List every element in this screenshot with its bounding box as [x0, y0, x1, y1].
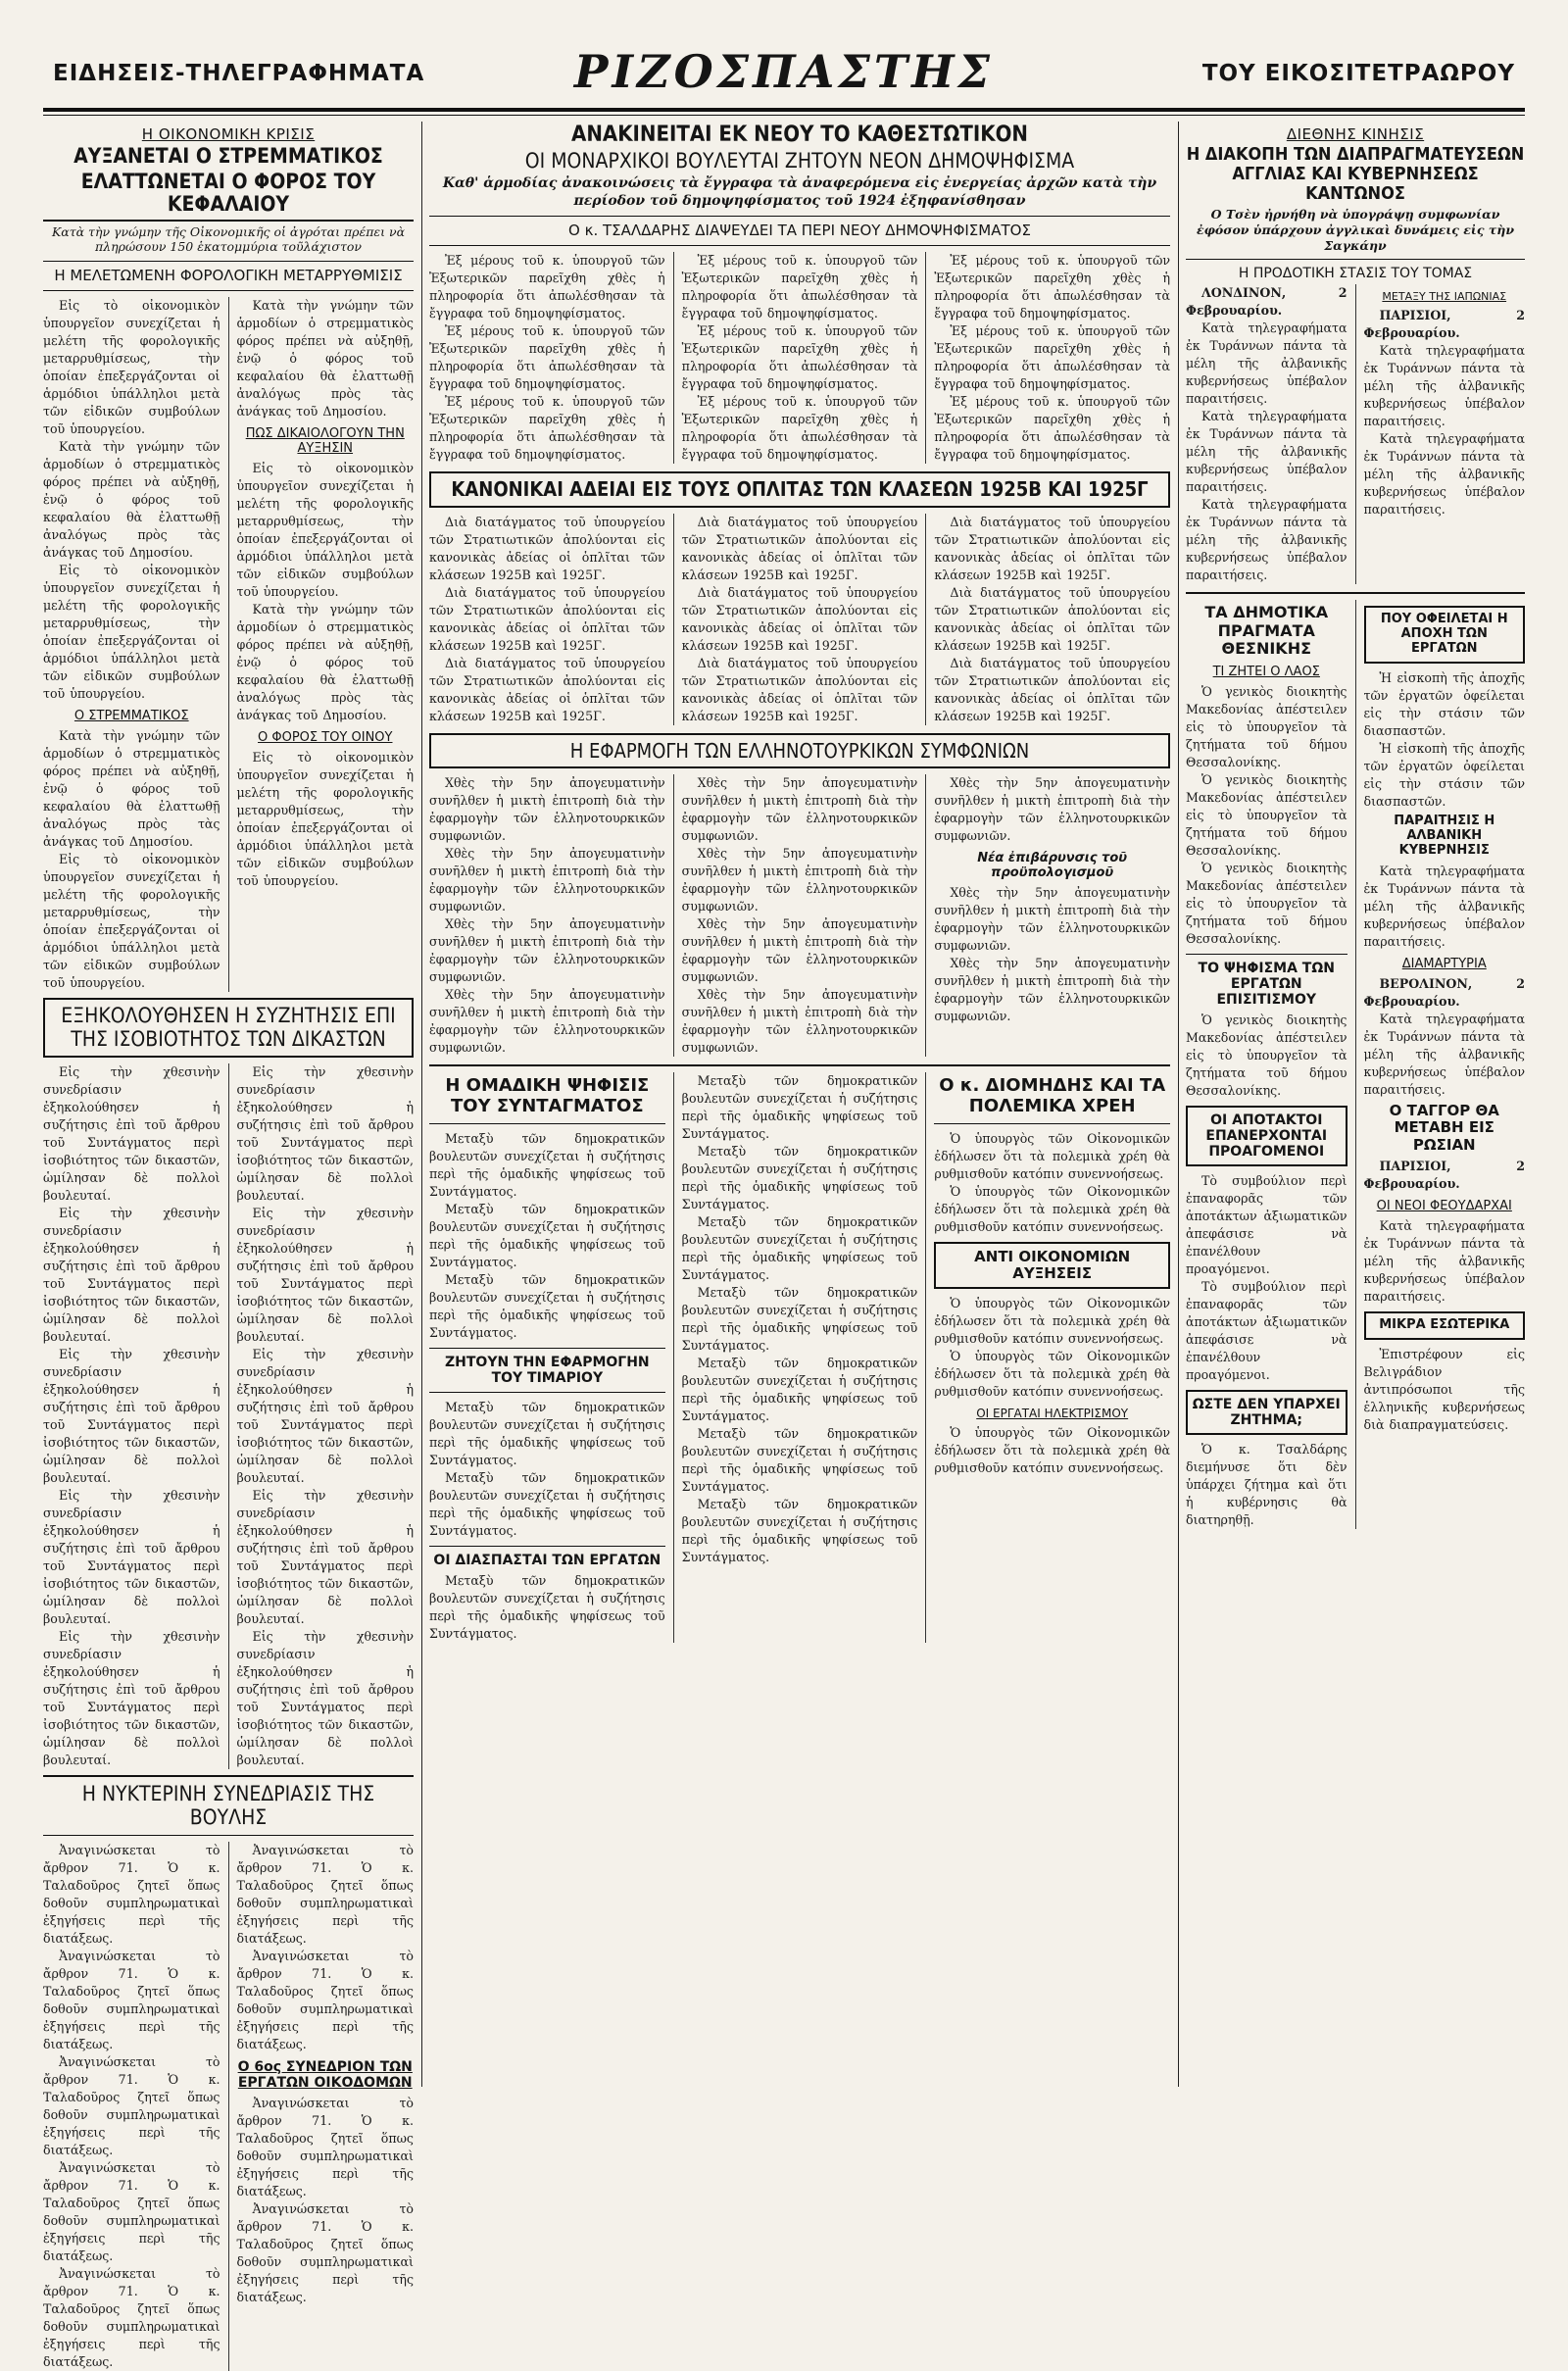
article-text [1364, 1158, 1526, 1193]
article-text [1364, 975, 1526, 1011]
article-text: Διὰ διατάγματος τοῦ ὑπουργείου τῶν Στρατιωτικῶν ἀπολύονται εἰς κανονικὰς ἀδείας οἱ ὁπλῖται τῶν κλάσεων 1925Β καὶ 1925Γ. [429, 584, 665, 653]
article-text: Χθὲς τὴν 5ην ἀπογευματινὴν συνῆλθεν ἡ μικτὴ ἐπιτροπὴ διὰ τὴν ἐφαρμογὴν τῶν ἑλληνοτουρκικῶν συμφωνιῶν. [681, 916, 918, 985]
article-text: Μεταξὺ τῶν δημοκρατικῶν βουλευτῶν συνεχίζεται ἡ συζήτησις περὶ τῆς ὁμαδικῆς ψηφίσεως τοῦ Συντάγματος. [681, 1144, 918, 1212]
article-text: Ἐξ μέρους τοῦ κ. ὑπουργοῦ τῶν Ἐξωτερικῶν παρεῖχθη χθὲς ἡ πληροφορία ὅτι ἀπωλέσθησαν τὰ ἔγγραφα τοῦ δημοψηφίσματος. [681, 323, 918, 392]
article-text: Μεταξὺ τῶν δημοκρατικῶν βουλευτῶν συνεχίζεται ἡ συζήτησις περὶ τῆς ὁμαδικῆς ψηφίσεως τοῦ Συντάγματος. [681, 1426, 918, 1495]
subheadline: Ο ΣΤΡΕΜΜΑΤΙΚΟΣ [74, 709, 189, 724]
article-text: Ἐπιστρέφουν εἰς Βελιγράδιον ἀντιπρόσωποι τῆς ἑλληνικῆς κυβερνήσεως διὰ διαπραγματεύσεις. [1363, 1346, 1525, 1432]
article-text: Διὰ διατάγματος τοῦ ὑπουργείου τῶν Στρατιωτικῶν ἀπολύονται εἰς κανονικὰς ἀδείας οἱ ὁπλῖται τῶν κλάσεων 1925Β καὶ 1925Γ. [934, 584, 1171, 653]
subheadline: ΔΙΑΜΑΡΤΥΡΙΑ [1401, 957, 1487, 972]
article-text: Ἀναγινώσκεται τὸ ἄρθρον 71. Ὁ κ. Ταλαδοῦρος ζητεῖ ὅπως δοθοῦν συμπληρωματικαὶ ἐξηγήσεις περὶ τῆς διατάξεως. [236, 2201, 414, 2305]
column-rule [1178, 122, 1179, 2087]
headline-box [43, 998, 414, 1058]
subheadline: ΑΝΤΙ ΟΙΚΟΝΟΜΙΩΝ ΑΥΞΗΣΕΙΣ [974, 1247, 1131, 1282]
subheadline: ΤΙ ΖΗΤΕΙ Ο ΛΑΟΣ [1212, 664, 1320, 679]
article-text: Μεταξὺ τῶν δημοκρατικῶν βουλευτῶν συνεχίζεται ἡ συζήτησις περὶ τῆς ὁμαδικῆς ψηφίσεως τοῦ Συντάγματος. [429, 1399, 665, 1467]
article-text: Ἀναγινώσκεται τὸ ἄρθρον 71. Ὁ κ. Ταλαδοῦρος ζητεῖ ὅπως δοθοῦν συμπληρωματικαὶ ἐξηγήσεις περὶ τῆς διατάξεως. [43, 1949, 220, 2052]
article-text: Ὁ γενικὸς διοικητὴς Μακεδονίας ἀπέστειλεν εἰς τὸ ὑπουργεῖον τὰ ζητήματα τοῦ δήμου Θεσσαλονίκης. [1186, 683, 1348, 769]
headline: ΠΟΥ ΟΦΕΙΛΕΤΑΙ Η ΑΠΟΧΗ ΤΩΝ ΕΡΓΑΤΩΝ [1380, 612, 1508, 657]
column-center [429, 122, 1170, 2087]
article-text [1364, 307, 1526, 342]
article-text: Ἀναγινώσκεται τὸ ἄρθρον 71. Ὁ κ. Ταλαδοῦρος ζητεῖ ὅπως δοθοῦν συμπληρωματικαὶ ἐξηγήσεις περὶ τῆς διατάξεως. [236, 1949, 414, 2052]
article-text: Χθὲς τὴν 5ην ἀπογευματινὴν συνῆλθεν ἡ μικτὴ ἐπιτροπὴ διὰ τὴν ἐφαρμογὴν τῶν ἑλληνοτουρκικῶν συμφωνιῶν. [429, 775, 665, 844]
article-text: Χθὲς τὴν 5ην ἀπογευματινὴν συνῆλθεν ἡ μικτὴ ἐπιτροπὴ διὰ τὴν ἐφαρμογὴν τῶν ἑλληνοτουρκικῶν συμφωνιῶν. [429, 916, 665, 985]
subheadline: ΩΣΤΕ ΔΕΝ ΥΠΑΡΧΕΙ ΖΗΤΗΜΑ; [1192, 1397, 1341, 1429]
three-column-block [429, 774, 1170, 1057]
two-column-block [43, 297, 414, 992]
article-text: Εἰς τὴν χθεσινὴν συνεδρίασιν ἐξηκολούθησεν ἡ συζήτησις ἐπὶ τοῦ ἄρθρου τοῦ Συντάγματος περὶ ἰσοβιότητος τῶν δικαστῶν, ὡμίλησαν δὲ πολλοὶ βουλευταί. [43, 1347, 220, 1486]
article-text: Εἰς τὸ οἰκονομικὸν ὑπουργεῖον συνεχίζεται ἡ μελέτη τῆς φορολογικῆς μεταρρυθμίσεως, τὴν ὁποίαν ἐπεξεργάζονται οἱ ἁρμόδιοι ὑπάλληλοι μετὰ τῶν εἰδικῶν συμβούλων τοῦ ὑπουργείου. [236, 750, 414, 889]
article-text: Ἐξ μέρους τοῦ κ. ὑπουργοῦ τῶν Ἐξωτερικῶν παρεῖχθη χθὲς ἡ πληροφορία ὅτι ἀπωλέσθησαν τὰ ἔγγραφα τοῦ δημοψηφίσματος. [934, 394, 1171, 463]
article-text: Χθὲς τὴν 5ην ἀπογευματινὴν συνῆλθεν ἡ μικτὴ ἐπιτροπὴ διὰ τὴν ἐφαρμογὴν τῶν ἑλληνοτουρκικῶν συμφωνιῶν. [429, 987, 665, 1056]
article-text: Ἐξ μέρους τοῦ κ. ὑπουργοῦ τῶν Ἐξωτερικῶν παρεῖχθη χθὲς ἡ πληροφορία ὅτι ἀπωλέσθησαν τὰ ἔγγραφα τοῦ δημοψηφίσματος. [681, 253, 918, 321]
article-text: Κατὰ τὴν γνώμην τῶν ἁρμοδίων ὁ στρεμματικὸς φόρος πρέπει νὰ αὐξηθῇ, ἐνῷ ὁ φόρος τοῦ κεφαλαίου θὰ ἐλαττωθῇ ἀναλόγως πρὸς τὰς ἀνάγκας τοῦ Δημοσίου. [43, 728, 220, 850]
headline: Η ΕΦΑΡΜΟΓΗ ΤΩΝ ΕΛΛΗΝΟΤΟΥΡΚΙΚΩΝ ΣΥΜΦΩΝΙΩΝ [569, 738, 1030, 763]
subheadline: ΟΙ ΕΡΓΑΤΑΙ ΗΛΕΚΤΡΙΣΜΟΥ [976, 1407, 1129, 1421]
article-text: Μεταξὺ τῶν δημοκρατικῶν βουλευτῶν συνεχίζεται ἡ συζήτησις περὶ τῆς ὁμαδικῆς ψηφίσεως τοῦ Συντάγματος. [681, 1214, 918, 1283]
subheadline: ΟΙ ΔΙΑΣΠΑΣΤΑΙ ΤΩΝ ΕΡΓΑΤΩΝ [433, 1552, 662, 1568]
article-text: Χθὲς τὴν 5ην ἀπογευματινὴν συνῆλθεν ἡ μικτὴ ἐπιτροπὴ διὰ τὴν ἐφαρμογὴν τῶν ἑλληνοτουρκικῶν συμφωνιῶν. [934, 885, 1171, 954]
article-text: Μεταξὺ τῶν δημοκρατικῶν βουλευτῶν συνεχίζεται ἡ συζήτησις περὶ τῆς ὁμαδικῆς ψηφίσεως τοῦ Συντάγματος. [681, 1497, 918, 1565]
lead: Κατὰ τὴν γνώμην τῆς Οἰκονομικῆς οἱ ἀγρόται πρέπει νὰ πληρώσουν 150 ἑκατομμύρια τοῦλάχιστον [51, 223, 406, 255]
two-column-block [43, 1842, 414, 2371]
article-text: Διὰ διατάγματος τοῦ ὑπουργείου τῶν Στρατιωτικῶν ἀπολύονται εἰς κανονικὰς ἀδείας οἱ ὁπλῖται τῶν κλάσεων 1925Β καὶ 1925Γ. [934, 655, 1171, 723]
article-text: Εἰς τὴν χθεσινὴν συνεδρίασιν ἐξηκολούθησεν ἡ συζήτησις ἐπὶ τοῦ ἄρθρου τοῦ Συντάγματος περὶ ἰσοβιότητος τῶν δικαστῶν, ὡμίλησαν δὲ πολλοὶ βουλευταί. [43, 1064, 220, 1204]
article-text: Διὰ διατάγματος τοῦ ὑπουργείου τῶν Στρατιωτικῶν ἀπολύονται εἰς κανονικὰς ἀδείας οἱ ὁπλῖται τῶν κλάσεων 1925Β καὶ 1925Γ. [429, 514, 665, 582]
subheadline: Ο κ. ΔΙΟΜΗΔΗΣ ΚΑΙ ΤΑ ΠΟΛΕΜΙΚΑ ΧΡΕΗ [939, 1075, 1166, 1116]
subheadline: Ο ΦΟΡΟΣ ΤΟΥ ΟΙΝΟΥ [258, 730, 393, 746]
headline: ΤΑ ΔΗΜΟΤΙΚΑ ΠΡΑΓΜΑΤΑ ΘΕΣΝΙΚΗΣ [1204, 603, 1329, 659]
subheadline: ΜΕΤΑΞΥ ΤΗΣ ΙΑΠΩΝΙΑΣ [1382, 290, 1507, 304]
three-column-block [429, 1072, 1170, 1643]
article-text: Τὸ συμβούλιον περὶ ἐπαναφορᾶς τῶν ἀποτάκτων ἀξιωματικῶν ἀπεφάσισε νὰ ἐπανέλθουν προαγόμενοι. [1186, 1279, 1348, 1383]
article-text: Μεταξὺ τῶν δημοκρατικῶν βουλευτῶν συνεχίζεται ἡ συζήτησις περὶ τῆς ὁμαδικῆς ψηφίσεως τοῦ Συντάγματος. [429, 1469, 665, 1538]
masthead [43, 39, 1525, 112]
subheadline: Η ΜΕΛΕΤΩΜΕΝΗ ΦΟΡΟΛΟΓΙΚΗ ΜΕΤΑΡΡΥΘΜΙΣΙΣ [54, 266, 403, 284]
article-text: Μεταξὺ τῶν δημοκρατικῶν βουλευτῶν συνεχίζεται ἡ συζήτησις περὶ τῆς ὁμαδικῆς ψηφίσεως τοῦ Συντάγματος. [681, 1285, 918, 1354]
subheadline: Νέα ἐπιβάρυνσις τοῦ προϋπολογισμοῦ [977, 851, 1128, 881]
subheadline: ΠΩΣ ΔΙΚΑΙΟΛΟΓΟΥΝ ΤΗΝ ΑΥΞΗΣΙΝ [245, 426, 405, 457]
masthead-left: ΕΙΔΗΣΕΙΣ-ΤΗΛΕΓΡΑΦΗΜΑΤΑ [53, 61, 425, 86]
subheadline: Ο κ. ΤΣΑΛΔΑΡΗΣ ΔΙΑΨΕΥΔΕΙ ΤΑ ΠΕΡΙ ΝΕΟΥ ΔΗΜΟΨΗΦΙΣΜΑΤΟΣ [568, 222, 1031, 240]
article-text: Χθὲς τὴν 5ην ἀπογευματινὴν συνῆλθεν ἡ μικτὴ ἐπιτροπὴ διὰ τὴν ἐφαρμογὴν τῶν ἑλληνοτουρκικῶν συμφωνιῶν. [681, 846, 918, 914]
article-text: Εἰς τὴν χθεσινὴν συνεδρίασιν ἐξηκολούθησεν ἡ συζήτησις ἐπὶ τοῦ ἄρθρου τοῦ Συντάγματος περὶ ἰσοβιότητος τῶν δικαστῶν, ὡμίλησαν δὲ πολλοὶ βουλευταί. [43, 1206, 220, 1345]
dateline: ΠΑΡΙΣΙΟΙ, 2 Φεβρουαρίου. [1363, 308, 1525, 341]
article-text: Εἰς τὴν χθεσινὴν συνεδρίασιν ἐξηκολούθησεν ἡ συζήτησις ἐπὶ τοῦ ἄρθρου τοῦ Συντάγματος περὶ ἰσοβιότητος τῶν δικαστῶν, ὡμίλησαν δὲ πολλοὶ βουλευταί. [43, 1488, 220, 1627]
article-text: Ὁ γενικὸς διοικητὴς Μακεδονίας ἀπέστειλεν εἰς τὸ ὑπουργεῖον τὰ ζητήματα τοῦ δήμου Θεσσαλονίκης. [1186, 860, 1348, 946]
article-text: Ἐξ μέρους τοῦ κ. ὑπουργοῦ τῶν Ἐξωτερικῶν παρεῖχθη χθὲς ἡ πληροφορία ὅτι ἀπωλέσθησαν τὰ ἔγγραφα τοῦ δημοψηφίσματος. [934, 253, 1171, 321]
article-text: Εἰς τὴν χθεσινὴν συνεδρίασιν ἐξηκολούθησεν ἡ συζήτησις ἐπὶ τοῦ ἄρθρου τοῦ Συντάγματος περὶ ἰσοβιότητος τῶν δικαστῶν, ὡμίλησαν δὲ πολλοὶ βουλευταί. [43, 1629, 220, 1768]
headline: ΕΛΑΤΤΩΝΕΤΑΙ Ο ΦΟΡΟΣ ΤΟΥ ΚΕΦΑΛΑΙΟΥ [43, 171, 414, 222]
masthead-right: ΤΟΥ ΕΙΚΟΣΙΤΕΤΡΑΩΡΟΥ [1201, 61, 1515, 86]
article-text: Μεταξὺ τῶν δημοκρατικῶν βουλευτῶν συνεχίζεται ἡ συζήτησις περὶ τῆς ὁμαδικῆς ψηφίσεως τοῦ Συντάγματος. [429, 1201, 665, 1269]
headline: ΕΞΗΚΟΛΟΥΘΗΣΕΝ Η ΣΥΖΗΤΗΣΙΣ ΕΠΙ ΤΗΣ ΙΣΟΒΙΟΤΗΤΟΣ ΤΩΝ ΔΙΚΑΣΤΩΝ [61, 1004, 396, 1051]
subheadline: Η ΠΡΟΔΟΤΙΚΗ ΣΤΑΣΙΣ ΤΟΥ ΤΟΜΑΣ [1238, 266, 1473, 282]
article-text: Εἰς τὴν χθεσινὴν συνεδρίασιν ἐξηκολούθησεν ἡ συζήτησις ἐπὶ τοῦ ἄρθρου τοῦ Συντάγματος περὶ ἰσοβιότητος τῶν δικαστῶν, ὡμίλησαν δὲ πολλοὶ βουλευταί. [236, 1064, 414, 1204]
article-text: Κατὰ τηλεγραφήματα ἐκ Τυράννων πάντα τὰ μέλη τῆς ἀλβανικῆς κυβερνήσεως ὑπέβαλον παραιτήσεις. [1186, 321, 1348, 407]
headline: Η ΝΥΚΤΕΡΙΝΗ ΣΥΝΕΔΡΙΑΣΙΣ ΤΗΣ ΒΟΥΛΗΣ [81, 1782, 375, 1829]
article-text: Εἰς τὴν χθεσινὴν συνεδρίασιν ἐξηκολούθησεν ἡ συζήτησις ἐπὶ τοῦ ἄρθρου τοῦ Συντάγματος περὶ ἰσοβιότητος τῶν δικαστῶν, ὡμίλησαν δὲ πολλοὶ βουλευταί. [236, 1206, 414, 1345]
article-text: Ἀναγινώσκεται τὸ ἄρθρον 71. Ὁ κ. Ταλαδοῦρος ζητεῖ ὅπως δοθοῦν συμπληρωματικαὶ ἐξηγήσεις περὶ τῆς διατάξεως. [43, 2054, 220, 2158]
article-text: Κατὰ τηλεγραφήματα ἐκ Τυράννων πάντα τὰ μέλη τῆς ἀλβανικῆς κυβερνήσεως ὑπέβαλον παραιτήσεις. [1363, 864, 1525, 950]
article-text: Εἰς τὴν χθεσινὴν συνεδρίασιν ἐξηκολούθησεν ἡ συζήτησις ἐπὶ τοῦ ἄρθρου τοῦ Συντάγματος περὶ ἰσοβιότητος τῶν δικαστῶν, ὡμίλησαν δὲ πολλοὶ βουλευταί. [236, 1629, 414, 1768]
article-text: Διὰ διατάγματος τοῦ ὑπουργείου τῶν Στρατιωτικῶν ἀπολύονται εἰς κανονικὰς ἀδείας οἱ ὁπλῖται τῶν κλάσεων 1925Β καὶ 1925Γ. [681, 584, 918, 653]
deck: Καθ' ἁρμοδίας ἀνακοινώσεις τὰ ἔγγραφα τὰ ἀναφερόμενα εἰς ἐνεργείας ἀρχῶν κατὰ τὴν περίοδον τοῦ δημοψηφίσματος τοῦ 1924 ἐξηφανίσθησαν [442, 175, 1157, 209]
subheadline: ΜΙΚΡΑ ΕΣΩΤΕΡΙΚΑ [1379, 1316, 1510, 1332]
article-text: Κατὰ τὴν γνώμην τῶν ἁρμοδίων ὁ στρεμματικὸς φόρος πρέπει νὰ αὐξηθῇ, ἐνῷ ὁ φόρος τοῦ κεφαλαίου θὰ ἐλαττωθῇ ἀναλόγως πρὸς τὰς ἀνάγκας τοῦ Δημοσίου. [236, 602, 414, 723]
article-text [1186, 284, 1348, 320]
two-column-block [1186, 600, 1525, 1529]
article-text: Ἡ εἰσκοπὴ τῆς ἀποχῆς τῶν ἐργατῶν ὀφείλεται εἰς τὴν στάσιν τῶν διασπαστῶν. [1363, 741, 1525, 810]
subheadline: ΖΗΤΟΥΝ ΤΗΝ ΕΦΑΡΜΟΓΗΝ ΤΟΥ ΤΙΜΑΡΙΟΥ [445, 1354, 650, 1386]
article-text: Ὁ ὑπουργὸς τῶν Οἰκονομικῶν ἐδήλωσεν ὅτι τὰ πολεμικὰ χρέη θὰ ρυθμισθοῦν κατόπιν συνεννοήσεως. [934, 1425, 1171, 1476]
section-kicker: ΔΙΕΘΝΗΣ ΚΙΝΗΣΙΣ [1286, 125, 1425, 143]
article-text: Διὰ διατάγματος τοῦ ὑπουργείου τῶν Στρατιωτικῶν ἀπολύονται εἰς κανονικὰς ἀδείας οἱ ὁπλῖται τῶν κλάσεων 1925Β καὶ 1925Γ. [934, 514, 1171, 582]
headline-box [429, 733, 1170, 768]
dateline: ΛΟΝΔΙΝΟΝ, 2 Φεβρουαρίου. [1186, 285, 1348, 319]
subheadline: ΤΟ ΨΗΦΙΣΜΑ ΤΩΝ ΕΡΓΑΤΩΝ ΕΠΙΣΙΤΙΣΜΟΥ [1198, 960, 1335, 1008]
lead: Ο Τσὲν ἠρνήθη νὰ ὑπογράψῃ συμφωνίαν ἐφόσον ὑπάρχουν ἀγγλικαὶ δυνάμεις εἰς τὴν Σαγκάην [1196, 207, 1514, 253]
three-column-block [429, 252, 1170, 464]
article-text: Ἡ εἰσκοπὴ τῆς ἀποχῆς τῶν ἐργατῶν ὀφείλεται εἰς τὴν στάσιν τῶν διασπαστῶν. [1363, 670, 1525, 739]
article-text: Ὁ ὑπουργὸς τῶν Οἰκονομικῶν ἐδήλωσεν ὅτι τὰ πολεμικὰ χρέη θὰ ρυθμισθοῦν κατόπιν συνεννοήσεως. [934, 1130, 1171, 1181]
article-text: Κατὰ τηλεγραφήματα ἐκ Τυράννων πάντα τὰ μέλη τῆς ἀλβανικῆς κυβερνήσεως ὑπέβαλον παραιτήσεις. [1363, 1012, 1525, 1098]
article-text: Κατὰ τὴν γνώμην τῶν ἁρμοδίων ὁ στρεμματικὸς φόρος πρέπει νὰ αὐξηθῇ, ἐνῷ ὁ φόρος τοῦ κεφαλαίου θὰ ἐλαττωθῇ ἀναλόγως πρὸς τὰς ἀνάγκας τοῦ Δημοσίου. [43, 439, 220, 561]
headline: Η ΔΙΑΚΟΠΗ ΤΩΝ ΔΙΑΠΡΑΓΜΑΤΕΥΣΕΩΝ ΑΓΓΛΙΑΣ ΚΑΙ ΚΥΒΕΡΝΗΣΕΩΣ ΚΑΝΤΩΝΟΣ [1186, 144, 1525, 205]
article-text: Ἐξ μέρους τοῦ κ. ὑπουργοῦ τῶν Ἐξωτερικῶν παρεῖχθη χθὲς ἡ πληροφορία ὅτι ἀπωλέσθησαν τὰ ἔγγραφα τοῦ δημοψηφίσματος. [429, 323, 665, 392]
article-text: Ὁ ὑπουργὸς τῶν Οἰκονομικῶν ἐδήλωσεν ὅτι τὰ πολεμικὰ χρέη θὰ ρυθμισθοῦν κατόπιν συνεννοήσεως. [934, 1183, 1171, 1234]
two-column-block [43, 1063, 414, 1769]
article-text: Ὁ γενικὸς διοικητὴς Μακεδονίας ἀπέστειλεν εἰς τὸ ὑπουργεῖον τὰ ζητήματα τοῦ δήμου Θεσσαλονίκης. [1186, 771, 1348, 858]
article-text: Μεταξὺ τῶν δημοκρατικῶν βουλευτῶν συνεχίζεται ἡ συζήτησις περὶ τῆς ὁμαδικῆς ψηφίσεως τοῦ Συντάγματος. [429, 1271, 665, 1340]
column-rule [421, 122, 422, 2087]
article-text: Κατὰ τηλεγραφήματα ἐκ Τυράννων πάντα τὰ μέλη τῆς ἀλβανικῆς κυβερνήσεως ὑπέβαλον παραιτήσεις. [1186, 497, 1348, 583]
masthead-underline [43, 112, 1525, 116]
article-text: Εἰς τὸ οἰκονομικὸν ὑπουργεῖον συνεχίζεται ἡ μελέτη τῆς φορολογικῆς μεταρρυθμίσεως, τὴν ὁποίαν ἐπεξεργάζονται οἱ ἁρμόδιοι ὑπάλληλοι μετὰ τῶν εἰδικῶν συμβούλων τοῦ ὑπουργείου. [43, 298, 220, 437]
article-text: Διὰ διατάγματος τοῦ ὑπουργείου τῶν Στρατιωτικῶν ἀπολύονται εἰς κανονικὰς ἀδείας οἱ ὁπλῖται τῶν κλάσεων 1925Β καὶ 1925Γ. [429, 655, 665, 723]
two-column-block [1186, 284, 1525, 584]
article-text: Ἀναγινώσκεται τὸ ἄρθρον 71. Ὁ κ. Ταλαδοῦρος ζητεῖ ὅπως δοθοῦν συμπληρωματικαὶ ἐξηγήσεις περὶ τῆς διατάξεως. [236, 2096, 414, 2199]
article-text: Χθὲς τὴν 5ην ἀπογευματινὴν συνῆλθεν ἡ μικτὴ ἐπιτροπὴ διὰ τὴν ἐφαρμογὴν τῶν ἑλληνοτουρκικῶν συμφωνιῶν. [934, 956, 1171, 1024]
subheadline: Ο 6ος ΣΥΝΕΔΡΙΟΝ ΤΩΝ ΕΡΓΑΤΩΝ ΟΙΚΟΔΟΜΩΝ [237, 2059, 413, 2092]
headline: ΟΙ ΜΟΝΑΡΧΙΚΟΙ ΒΟΥΛΕΥΤΑΙ ΖΗΤΟΥΝ ΝΕΟΝ ΔΗΜΟΨΗΦΙΣΜΑ [524, 148, 1075, 173]
article-text: Ἀναγινώσκεται τὸ ἄρθρον 71. Ὁ κ. Ταλαδοῦρος ζητεῖ ὅπως δοθοῦν συμπληρωματικαὶ ἐξηγήσεις περὶ τῆς διατάξεως. [236, 1843, 414, 1947]
article-text: Κατὰ τὴν γνώμην τῶν ἁρμοδίων ὁ στρεμματικὸς φόρος πρέπει νὰ αὐξηθῇ, ἐνῷ ὁ φόρος τοῦ κεφαλαίου θὰ ἐλαττωθῇ ἀναλόγως πρὸς τὰς ἀνάγκας τοῦ Δημοσίου. [236, 298, 414, 420]
article-text: Εἰς τὴν χθεσινὴν συνεδρίασιν ἐξηκολούθησεν ἡ συζήτησις ἐπὶ τοῦ ἄρθρου τοῦ Συντάγματος περὶ ἰσοβιότητος τῶν δικαστῶν, ὡμίλησαν δὲ πολλοὶ βουλευταί. [236, 1488, 414, 1627]
subheadline: Ο ΤΑΓΓΟΡ ΘΑ ΜΕΤΑΒΗ ΕΙΣ ΡΩΣΙΑΝ [1389, 1102, 1499, 1154]
subheadline: ΠΑΡΑΙΤΗΣΙΣ Η ΑΛΒΑΝΙΚΗ ΚΥΒΕΡΝΗΣΙΣ [1394, 814, 1495, 859]
article-text: Εἰς τὸ οἰκονομικὸν ὑπουργεῖον συνεχίζεται ἡ μελέτη τῆς φορολογικῆς μεταρρυθμίσεως, τὴν ὁποίαν ἐπεξεργάζονται οἱ ἁρμόδιοι ὑπάλληλοι μετὰ τῶν εἰδικῶν συμβούλων τοῦ ὑπουργείου. [43, 563, 220, 702]
dateline: ΒΕΡΟΛΙΝΟΝ, 2 Φεβρουαρίου. [1363, 976, 1525, 1010]
article-text: Χθὲς τὴν 5ην ἀπογευματινὴν συνῆλθεν ἡ μικτὴ ἐπιτροπὴ διὰ τὴν ἐφαρμογὴν τῶν ἑλληνοτουρκικῶν συμφωνιῶν. [681, 775, 918, 844]
article-text: Διὰ διατάγματος τοῦ ὑπουργείου τῶν Στρατιωτικῶν ἀπολύονται εἰς κανονικὰς ἀδείας οἱ ὁπλῖται τῶν κλάσεων 1925Β καὶ 1925Γ. [681, 514, 918, 582]
three-column-block [429, 514, 1170, 725]
article-text: Χθὲς τὴν 5ην ἀπογευματινὴν συνῆλθεν ἡ μικτὴ ἐπιτροπὴ διὰ τὴν ἐφαρμογὴν τῶν ἑλληνοτουρκικῶν συμφωνιῶν. [681, 987, 918, 1056]
article-text: Ὁ ὑπουργὸς τῶν Οἰκονομικῶν ἐδήλωσεν ὅτι τὰ πολεμικὰ χρέη θὰ ρυθμισθοῦν κατόπιν συνεννοήσεως. [934, 1349, 1171, 1400]
article-text: Μεταξὺ τῶν δημοκρατικῶν βουλευτῶν συνεχίζεται ἡ συζήτησις περὶ τῆς ὁμαδικῆς ψηφίσεως τοῦ Συντάγματος. [681, 1073, 918, 1142]
article-text: Ἀναγινώσκεται τὸ ἄρθρον 71. Ὁ κ. Ταλαδοῦρος ζητεῖ ὅπως δοθοῦν συμπληρωματικαὶ ἐξηγήσεις περὶ τῆς διατάξεως. [43, 1843, 220, 1947]
newspaper-title: ΡΙΖΟΣΠΑΣΤΗΣ [573, 45, 995, 98]
section-kicker: Η ΟΙΚΟΝΟΜΙΚΗ ΚΡΙΣΙΣ [141, 125, 316, 143]
article-text: Ἀναγινώσκεται τὸ ἄρθρον 71. Ὁ κ. Ταλαδοῦρος ζητεῖ ὅπως δοθοῦν συμπληρωματικαὶ ἐξηγήσεις περὶ τῆς διατάξεως. [43, 2160, 220, 2264]
article-text: Χθὲς τὴν 5ην ἀπογευματινὴν συνῆλθεν ἡ μικτὴ ἐπιτροπὴ διὰ τὴν ἐφαρμογὴν τῶν ἑλληνοτουρκικῶν συμφωνιῶν. [934, 775, 1171, 844]
article-text: Κατὰ τηλεγραφήματα ἐκ Τυράννων πάντα τὰ μέλη τῆς ἀλβανικῆς κυβερνήσεως ὑπέβαλον παραιτήσεις. [1186, 409, 1348, 495]
article-text: Μεταξὺ τῶν δημοκρατικῶν βουλευτῶν συνεχίζεται ἡ συζήτησις περὶ τῆς ὁμαδικῆς ψηφίσεως τοῦ Συντάγματος. [429, 1572, 665, 1641]
subheadline: ΟΙ ΝΕΟΙ ΦΕΟΥΔΑΡΧΑΙ [1376, 1198, 1512, 1213]
subheadline: Η ΟΜΑΔΙΚΗ ΨΗΦΙΣΙΣ ΤΟΥ ΣΥΝΤΑΓΜΑΤΟΣ [445, 1075, 650, 1116]
headline: ΚΑΝΟΝΙΚΑΙ ΑΔΕΙΑΙ ΕΙΣ ΤΟΥΣ ΟΠΛΙΤΑΣ ΤΩΝ ΚΛΑΣΕΩΝ 1925Β ΚΑΙ 1925Γ [451, 477, 1149, 502]
article-text: Εἰς τὴν χθεσινὴν συνεδρίασιν ἐξηκολούθησεν ἡ συζήτησις ἐπὶ τοῦ ἄρθρου τοῦ Συντάγματος περὶ ἰσοβιότητος τῶν δικαστῶν, ὡμίλησαν δὲ πολλοὶ βουλευταί. [236, 1347, 414, 1486]
article-text: Ἀναγινώσκεται τὸ ἄρθρον 71. Ὁ κ. Ταλαδοῦρος ζητεῖ ὅπως δοθοῦν συμπληρωματικαὶ ἐξηγήσεις περὶ τῆς διατάξεως. [43, 2266, 220, 2370]
headline: ΑΝΑΚΙΝΕΙΤΑΙ ΕΚ ΝΕΟΥ ΤΟ ΚΑΘΕΣΤΩΤΙΚΟΝ [571, 123, 1028, 147]
article-text: Ὁ γενικὸς διοικητὴς Μακεδονίας ἀπέστειλεν εἰς τὸ ὑπουργεῖον τὰ ζητήματα τοῦ δήμου Θεσσαλονίκης. [1186, 1012, 1348, 1098]
article-text: Ὁ ὑπουργὸς τῶν Οἰκονομικῶν ἐδήλωσεν ὅτι τὰ πολεμικὰ χρέη θὰ ρυθμισθοῦν κατόπιν συνεννοήσεως. [934, 1296, 1171, 1347]
article-text: Τὸ συμβούλιον περὶ ἐπαναφορᾶς τῶν ἀποτάκτων ἀξιωματικῶν ἀπεφάσισε νὰ ἐπανέλθουν προαγόμενοι. [1186, 1173, 1348, 1277]
article-text: Ἐξ μέρους τοῦ κ. ὑπουργοῦ τῶν Ἐξωτερικῶν παρεῖχθη χθὲς ἡ πληροφορία ὅτι ἀπωλέσθησαν τὰ ἔγγραφα τοῦ δημοψηφίσματος. [429, 394, 665, 463]
article-text: Ἐξ μέρους τοῦ κ. ὑπουργοῦ τῶν Ἐξωτερικῶν παρεῖχθη χθὲς ἡ πληροφορία ὅτι ἀπωλέσθησαν τὰ ἔγγραφα τοῦ δημοψηφίσματος. [429, 253, 665, 321]
dateline: ΠΑΡΙΣΙΟΙ, 2 Φεβρουαρίου. [1363, 1158, 1525, 1191]
article-text: Ἐξ μέρους τοῦ κ. ὑπουργοῦ τῶν Ἐξωτερικῶν παρεῖχθη χθὲς ἡ πληροφορία ὅτι ἀπωλέσθησαν τὰ ἔγγραφα τοῦ δημοψηφίσματος. [681, 394, 918, 463]
article-text: Εἰς τὸ οἰκονομικὸν ὑπουργεῖον συνεχίζεται ἡ μελέτη τῆς φορολογικῆς μεταρρυθμίσεως, τὴν ὁποίαν ἐπεξεργάζονται οἱ ἁρμόδιοι ὑπάλληλοι μετὰ τῶν εἰδικῶν συμβούλων τοῦ ὑπουργείου. [236, 461, 414, 600]
article-text: Εἰς τὸ οἰκονομικὸν ὑπουργεῖον συνεχίζεται ἡ μελέτη τῆς φορολογικῆς μεταρρυθμίσεως, τὴν ὁποίαν ἐπεξεργάζονται οἱ ἁρμόδιοι ὑπάλληλοι μετὰ τῶν εἰδικῶν συμβούλων τοῦ ὑπουργείου. [43, 852, 220, 991]
article-text: Χθὲς τὴν 5ην ἀπογευματινὴν συνῆλθεν ἡ μικτὴ ἐπιτροπὴ διὰ τὴν ἐφαρμογὴν τῶν ἑλληνοτουρκικῶν συμφωνιῶν. [429, 846, 665, 914]
article-text: Ὁ κ. Τσαλδάρης διεμήνυσε ὅτι δὲν ὑπάρχει ζήτημα καὶ ὅτι ἡ κυβέρνησις θὰ διατηρηθῇ. [1186, 1442, 1348, 1528]
subheadline: ΟΙ ΑΠΟΤΑΚΤΟΙ ΕΠΑΝΕΡΧΟΝΤΑΙ ΠΡΟΑΓΟΜΕΝΟΙ [1205, 1111, 1328, 1161]
article-text: Κατὰ τηλεγραφήματα ἐκ Τυράννων πάντα τὰ μέλη τῆς ἀλβανικῆς κυβερνήσεως ὑπέβαλον παραιτήσεις. [1363, 343, 1525, 429]
article-text: Μεταξὺ τῶν δημοκρατικῶν βουλευτῶν συνεχίζεται ἡ συζήτησις περὶ τῆς ὁμαδικῆς ψηφίσεως τοῦ Συντάγματος. [681, 1356, 918, 1424]
article-text: Κατὰ τηλεγραφήματα ἐκ Τυράννων πάντα τὰ μέλη τῆς ἀλβανικῆς κυβερνήσεως ὑπέβαλον παραιτήσεις. [1363, 1217, 1525, 1304]
article-text: Κατὰ τηλεγραφήματα ἐκ Τυράννων πάντα τὰ μέλη τῆς ἀλβανικῆς κυβερνήσεως ὑπέβαλον παραιτήσεις. [1363, 431, 1525, 518]
headline-box [429, 471, 1170, 507]
article-text: Διὰ διατάγματος τοῦ ὑπουργείου τῶν Στρατιωτικῶν ἀπολύονται εἰς κανονικὰς ἀδείας οἱ ὁπλῖται τῶν κλάσεων 1925Β καὶ 1925Γ. [681, 655, 918, 723]
column-left [43, 122, 414, 2370]
article-text: Μεταξὺ τῶν δημοκρατικῶν βουλευτῶν συνεχίζεται ἡ συζήτησις περὶ τῆς ὁμαδικῆς ψηφίσεως τοῦ Συντάγματος. [429, 1130, 665, 1199]
columns [43, 122, 1525, 2370]
column-right [1186, 122, 1525, 2087]
headline: ΑΥΞΑΝΕΤΑΙ Ο ΣΤΡΕΜΜΑΤΙΚΟΣ [74, 144, 383, 168]
article-text: Ἐξ μέρους τοῦ κ. ὑπουργοῦ τῶν Ἐξωτερικῶν παρεῖχθη χθὲς ἡ πληροφορία ὅτι ἀπωλέσθησαν τὰ ἔγγραφα τοῦ δημοψηφίσματος. [934, 323, 1171, 392]
